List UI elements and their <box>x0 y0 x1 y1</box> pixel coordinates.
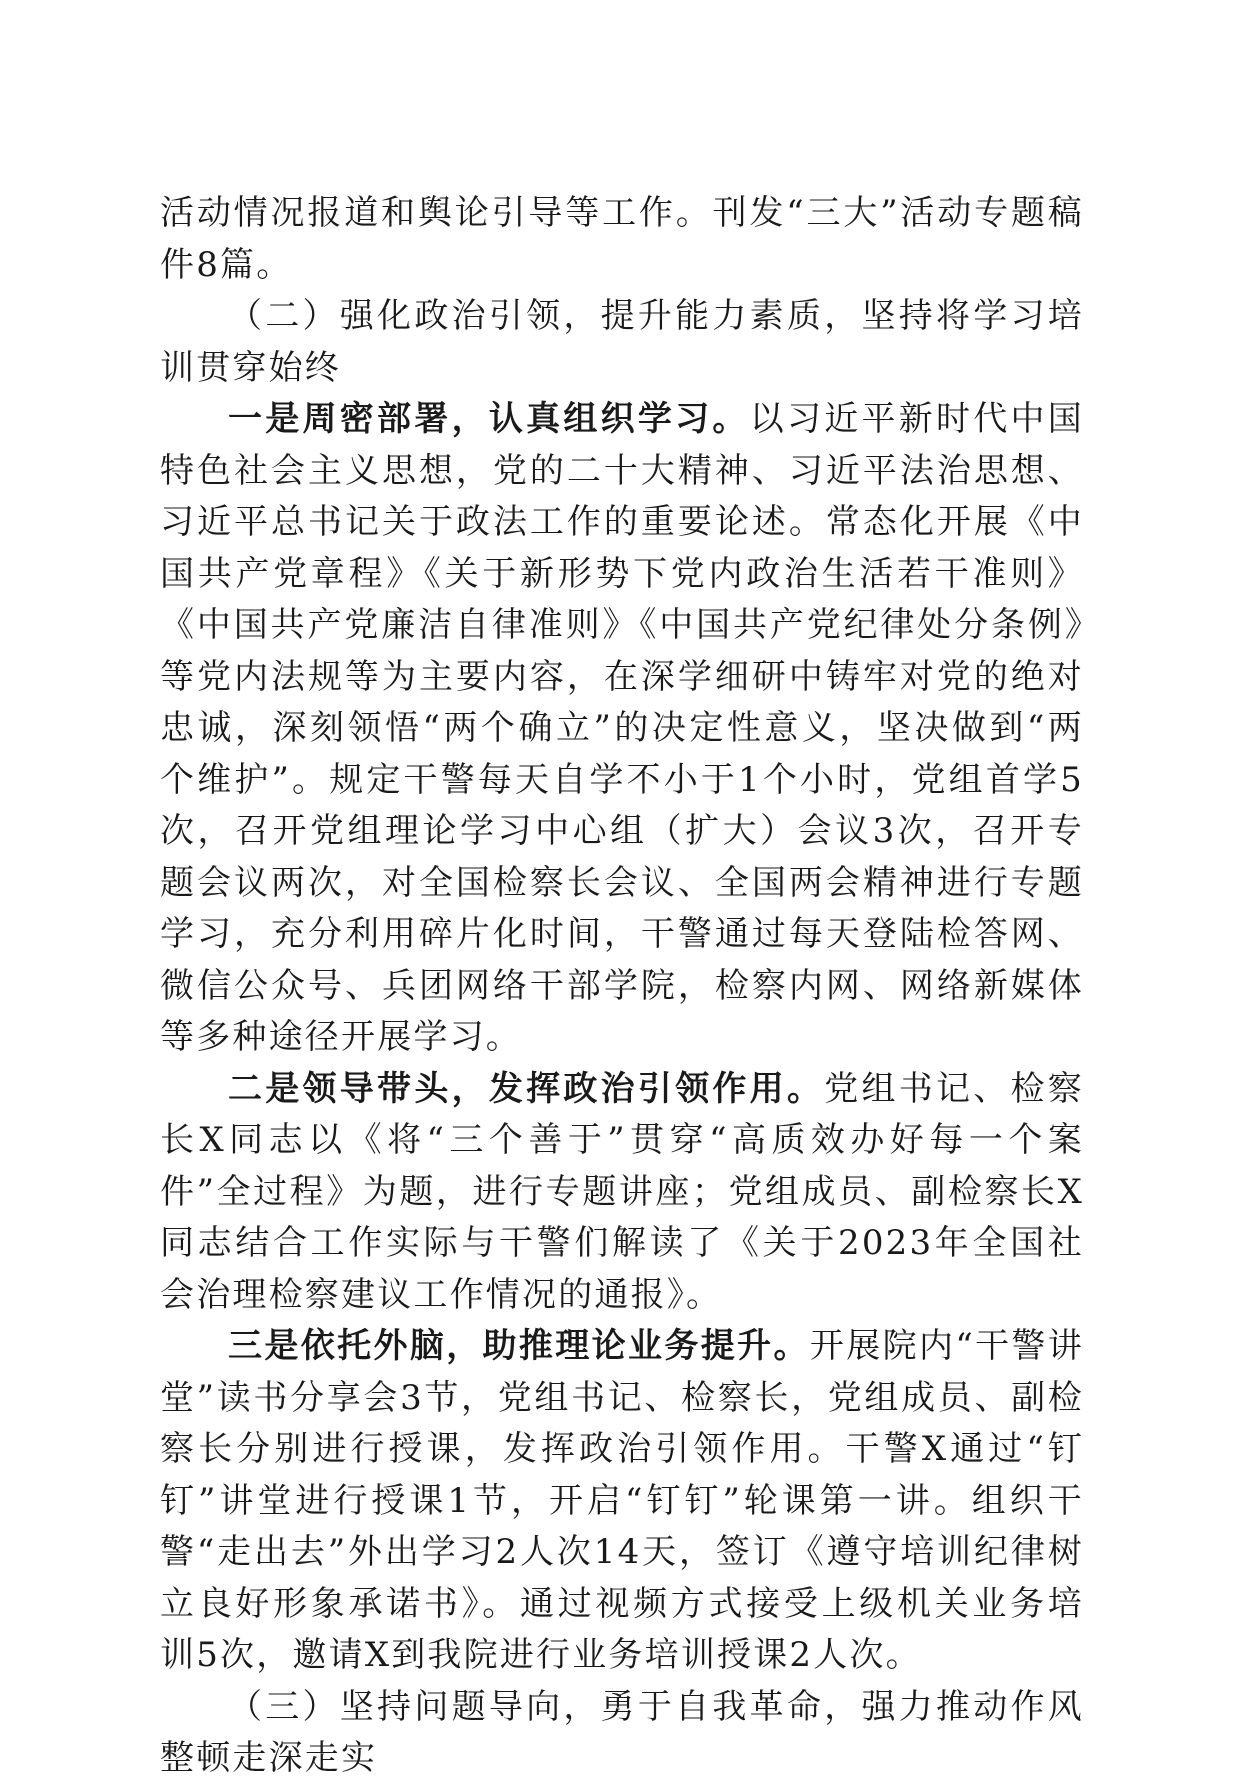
item-2-body: 党组书记、检察长X同志以《将“三个善于”贯穿“高质效办好每一个案件”全过程》为题，进行专题讲座；党组成员、副检察长X同志结合工作实际与干警们解读了《关于2023年全国社会治理检察建议工作情况的通报》。 <box>160 1068 1084 1315</box>
section-2-heading <box>160 291 1084 394</box>
continued-paragraph <box>160 188 1084 291</box>
item-1-paragraph <box>160 394 1084 1064</box>
item-2-lead: 二是领导带头，发挥政治引领作用。 <box>228 1068 825 1109</box>
continued-paragraph-text: 活动情况报道和舆论引导等工作。刊发“三大”活动专题稿件8篇。 <box>160 193 1084 285</box>
item-3-body: 开展院内“干警讲堂”读书分享会3节，党组书记、检察长，党组成员、副检察长分别进行授课，发挥政治引领作用。干警X通过“钉钉”讲堂进行授课1节，开启“钉钉”轮课第一讲。组织干警“走出去”外出学习2人次14天，签订《遵守培训纪律树立良好形象承诺书》。通过视频方式接受上级机关业务培训5次，邀请X到我院进行业务培训授课2人次。 <box>160 1326 1085 1675</box>
document-body <box>160 188 1084 1785</box>
item-1-body: 以习近平新时代中国特色社会主义思想，党的二十大精神、习近平法治思想、习近平总书记关于政法工作的重要论述。常态化开展《中国共产党章程》《关于新形势下党内政治生活若干准则》《中国共产党廉洁自律准则》《中国共产党纪律处分条例》等党内法规等为主要内容，在深学细研中铸牢对党的绝对忠诚，深刻领悟“两个确立”的决定性意义，坚决做到“两个维护”。规定干警每天自学不小于1个小时，党组首学5次，召开党组理论学习中心组（扩大）会议3次，召开专题会议两次，对全国检察长会议、全国两会精神进行专题学习，充分利用碎片化时间，干警通过每天登陆检答网、微信公众号、兵团网络干部学院，检察内网、网络新媒体等多种途径开展学习。 <box>160 399 1084 1057</box>
item-2-paragraph <box>160 1064 1084 1322</box>
item-3-paragraph <box>160 1321 1084 1682</box>
section-3-heading-text: （三）坚持问题导向，勇于自我革命，强力推动作风整顿走深走实 <box>160 1686 1084 1778</box>
section-3-heading <box>160 1682 1084 1785</box>
item-3-lead: 三是依托外脑，助推理论业务提升。 <box>228 1326 810 1366</box>
item-1-lead: 一是周密部署，认真组织学习。 <box>228 399 750 439</box>
section-2-heading-text: （二）强化政治引领，提升能力素质，坚持将学习培训贯穿始终 <box>160 296 1084 388</box>
